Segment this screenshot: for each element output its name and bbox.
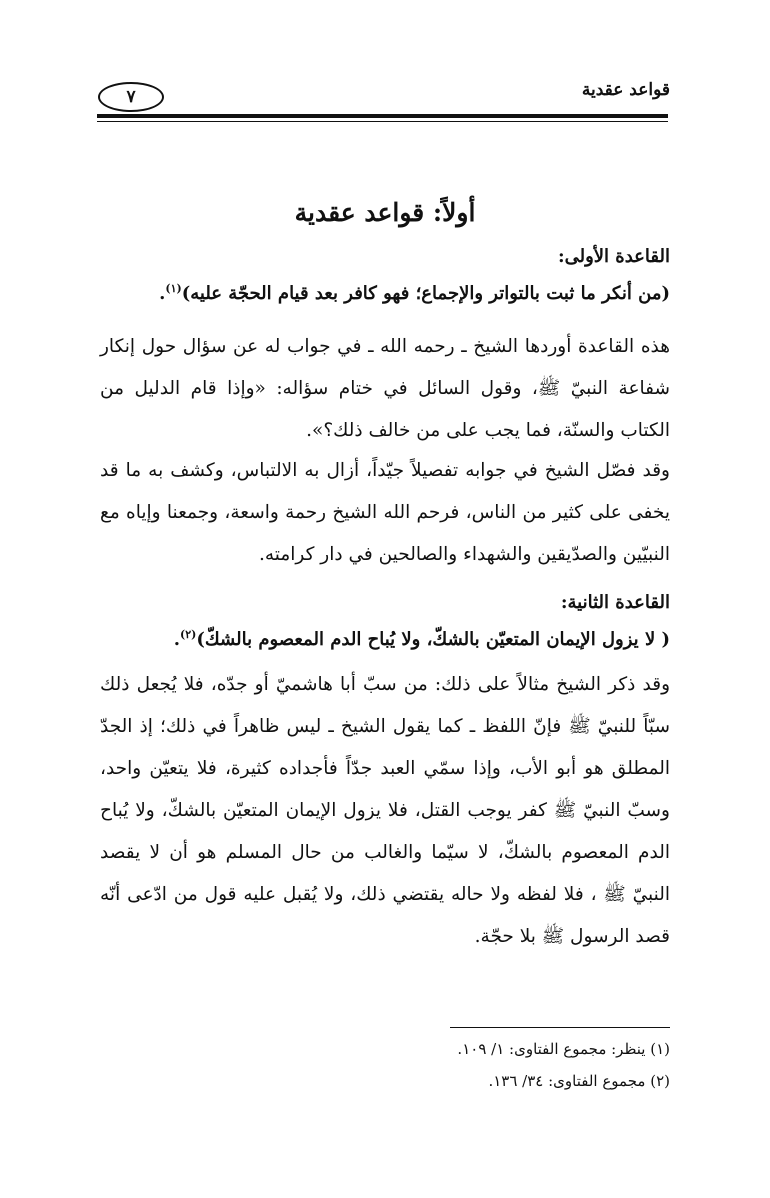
rule1-statement-text: (من أنكر ما ثبت بالتواتر والإجماع؛ فهو كافر بعد قيام الحجّة عليه)	[181, 283, 670, 304]
section-title: أولاً: قواعد عقدية	[294, 198, 476, 227]
running-title: قواعد عقدية	[581, 80, 670, 100]
page-number-badge	[98, 82, 164, 112]
page-number: ٧	[126, 87, 136, 107]
footnote-separator	[450, 1027, 670, 1028]
footnote-ref-2: (٢)	[180, 628, 197, 641]
rule1-paragraph-1: هذه القاعدة أوردها الشيخ ـ رحمه الله ـ في جواب له عن سؤال حول إنكار شفاعة النبيّ ﷺ، وقول السائل في ختام سؤاله: «وإذا قام الدليل من الكتاب والسنّة، فما يجب على من خالف ذلك؟».	[100, 336, 670, 441]
footnote-2: (٢) مجموع الفتاوى: ٣٤/ ١٣٦.	[488, 1072, 670, 1090]
header-rule-thick	[97, 114, 668, 118]
rule2-statement	[100, 628, 670, 650]
rule2-heading: القاعدة الثانية:	[560, 592, 670, 613]
rule2-paragraph: وقد ذكر الشيخ مثالاً على ذلك: من سبّ أبا هاشميّ أو جدّه، فلا يُجعل ذلك سبّاً للنبيّ ﷺ فإنّ اللفظ ـ كما يقول الشيخ ـ ليس ظاهراً في ذلك؛ إذ الجدّ المطلق هو أبو الأب، وإذا سمّي العبد جدّاً فأجداده كثيرة، فلا يتعيّن واحد، وسبّ النبيّ ﷺ كفر يوجب القتل، فلا يزول الإيمان المتعيّن بالشكّ، ولا يُباح الدم المعصوم بالشكّ، لا سيّما والغالب من حال المسلم هو أن لا يقصد النبيّ ﷺ ، فلا لفظه ولا حاله يقتضي ذلك، ولا يُقبل عليه قول من ادّعى أنّه قصد الرسول ﷺ بلا حجّة.	[100, 674, 670, 947]
rule2-statement-end: .	[173, 629, 180, 650]
rule1-statement-end: .	[159, 283, 166, 304]
rule1-statement	[100, 282, 670, 304]
footnote-1: (١) ينظر: مجموع الفتاوى: ١/ ١٠٩.	[457, 1040, 670, 1058]
rule1-paragraph-2: وقد فصّل الشيخ في جوابه تفصيلاً جيّداً، أزال به الالتباس، وكشف به ما قد يخفى على كثير من الناس، فرحم الله الشيخ رحمة واسعة، وجمعنا وإياه مع النبيّين والصدّيقين والشهداء والصالحين في دار كرامته.	[100, 460, 670, 565]
rule1-heading: القاعدة الأولى:	[557, 246, 670, 267]
rule2-statement-text: ( لا يزول الإيمان المتعيّن بالشكّ، ولا يُباح الدم المعصوم بالشكّ)	[196, 629, 670, 650]
footnote-ref-1: (١)	[165, 282, 182, 295]
header-rule-thin	[97, 121, 668, 122]
